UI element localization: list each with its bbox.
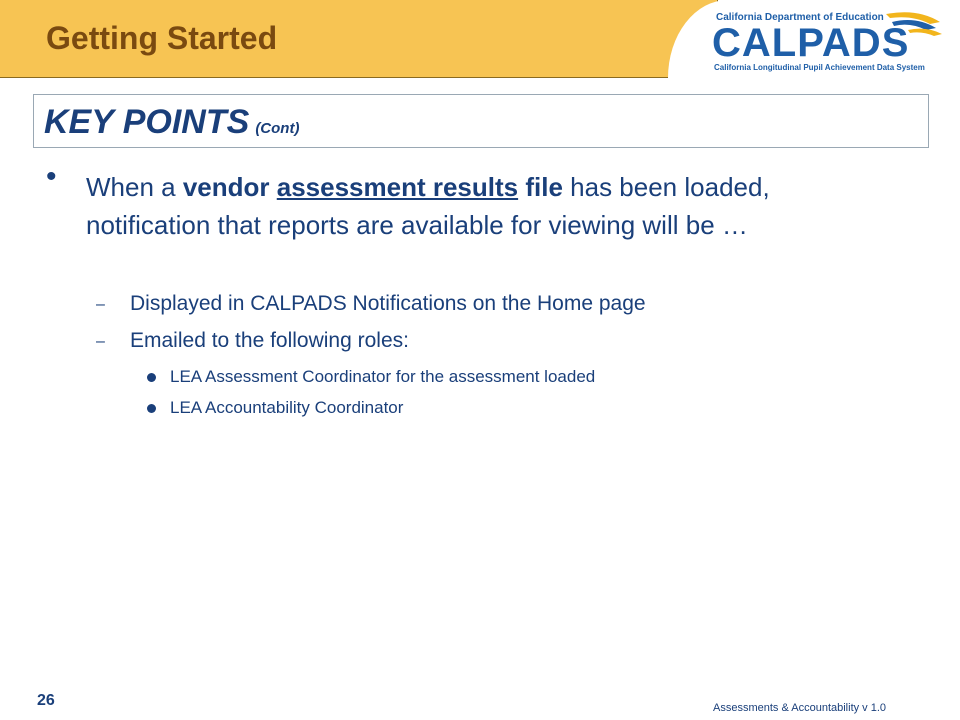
footer-note: Assessments & Accountability v 1.0 (713, 702, 887, 714)
key-points-title (44, 103, 299, 142)
bullet-text-file: file (525, 172, 563, 202)
role-bullet-icon (147, 404, 156, 413)
key-points-title-text: KEY POINTS (44, 103, 250, 141)
page-number: 26 (37, 692, 55, 709)
logo-main-text: CALPADS (712, 21, 910, 65)
sub-item-dash: – (96, 333, 105, 350)
sub-item-displayed: Displayed in CALPADS Notifications on the Home page (130, 292, 646, 315)
sub-item-dash: – (96, 296, 105, 313)
role-item: LEA Assessment Coordinator for the assessment loaded (170, 367, 596, 386)
role-item: LEA Accountability Coordinator (170, 398, 404, 417)
bullet-text-1: When a (86, 172, 183, 202)
page-title: Getting Started (46, 20, 278, 56)
main-bullet-text (86, 168, 886, 244)
calpads-logo-graphic (668, 0, 960, 78)
logo-sub-text: California Longitudinal Pupil Achievement Data System (714, 63, 925, 72)
bullet-text-4: has been loaded, notification that reports are available for viewing will be … (86, 172, 770, 240)
key-points-subtitle: (Cont) (255, 120, 300, 137)
bullet-text-assessment-results: assessment results (276, 172, 519, 202)
main-bullet-icon: • (46, 160, 57, 193)
logo-top-text: California Department of Education (716, 12, 884, 23)
bullet-text-vendor: vendor (182, 172, 270, 202)
sub-item-emailed: Emailed to the following roles: (130, 329, 409, 352)
bullet-text-2 (270, 172, 277, 202)
key-points-box (33, 94, 929, 148)
role-bullet-icon (147, 373, 156, 382)
calpads-logo (668, 0, 960, 78)
